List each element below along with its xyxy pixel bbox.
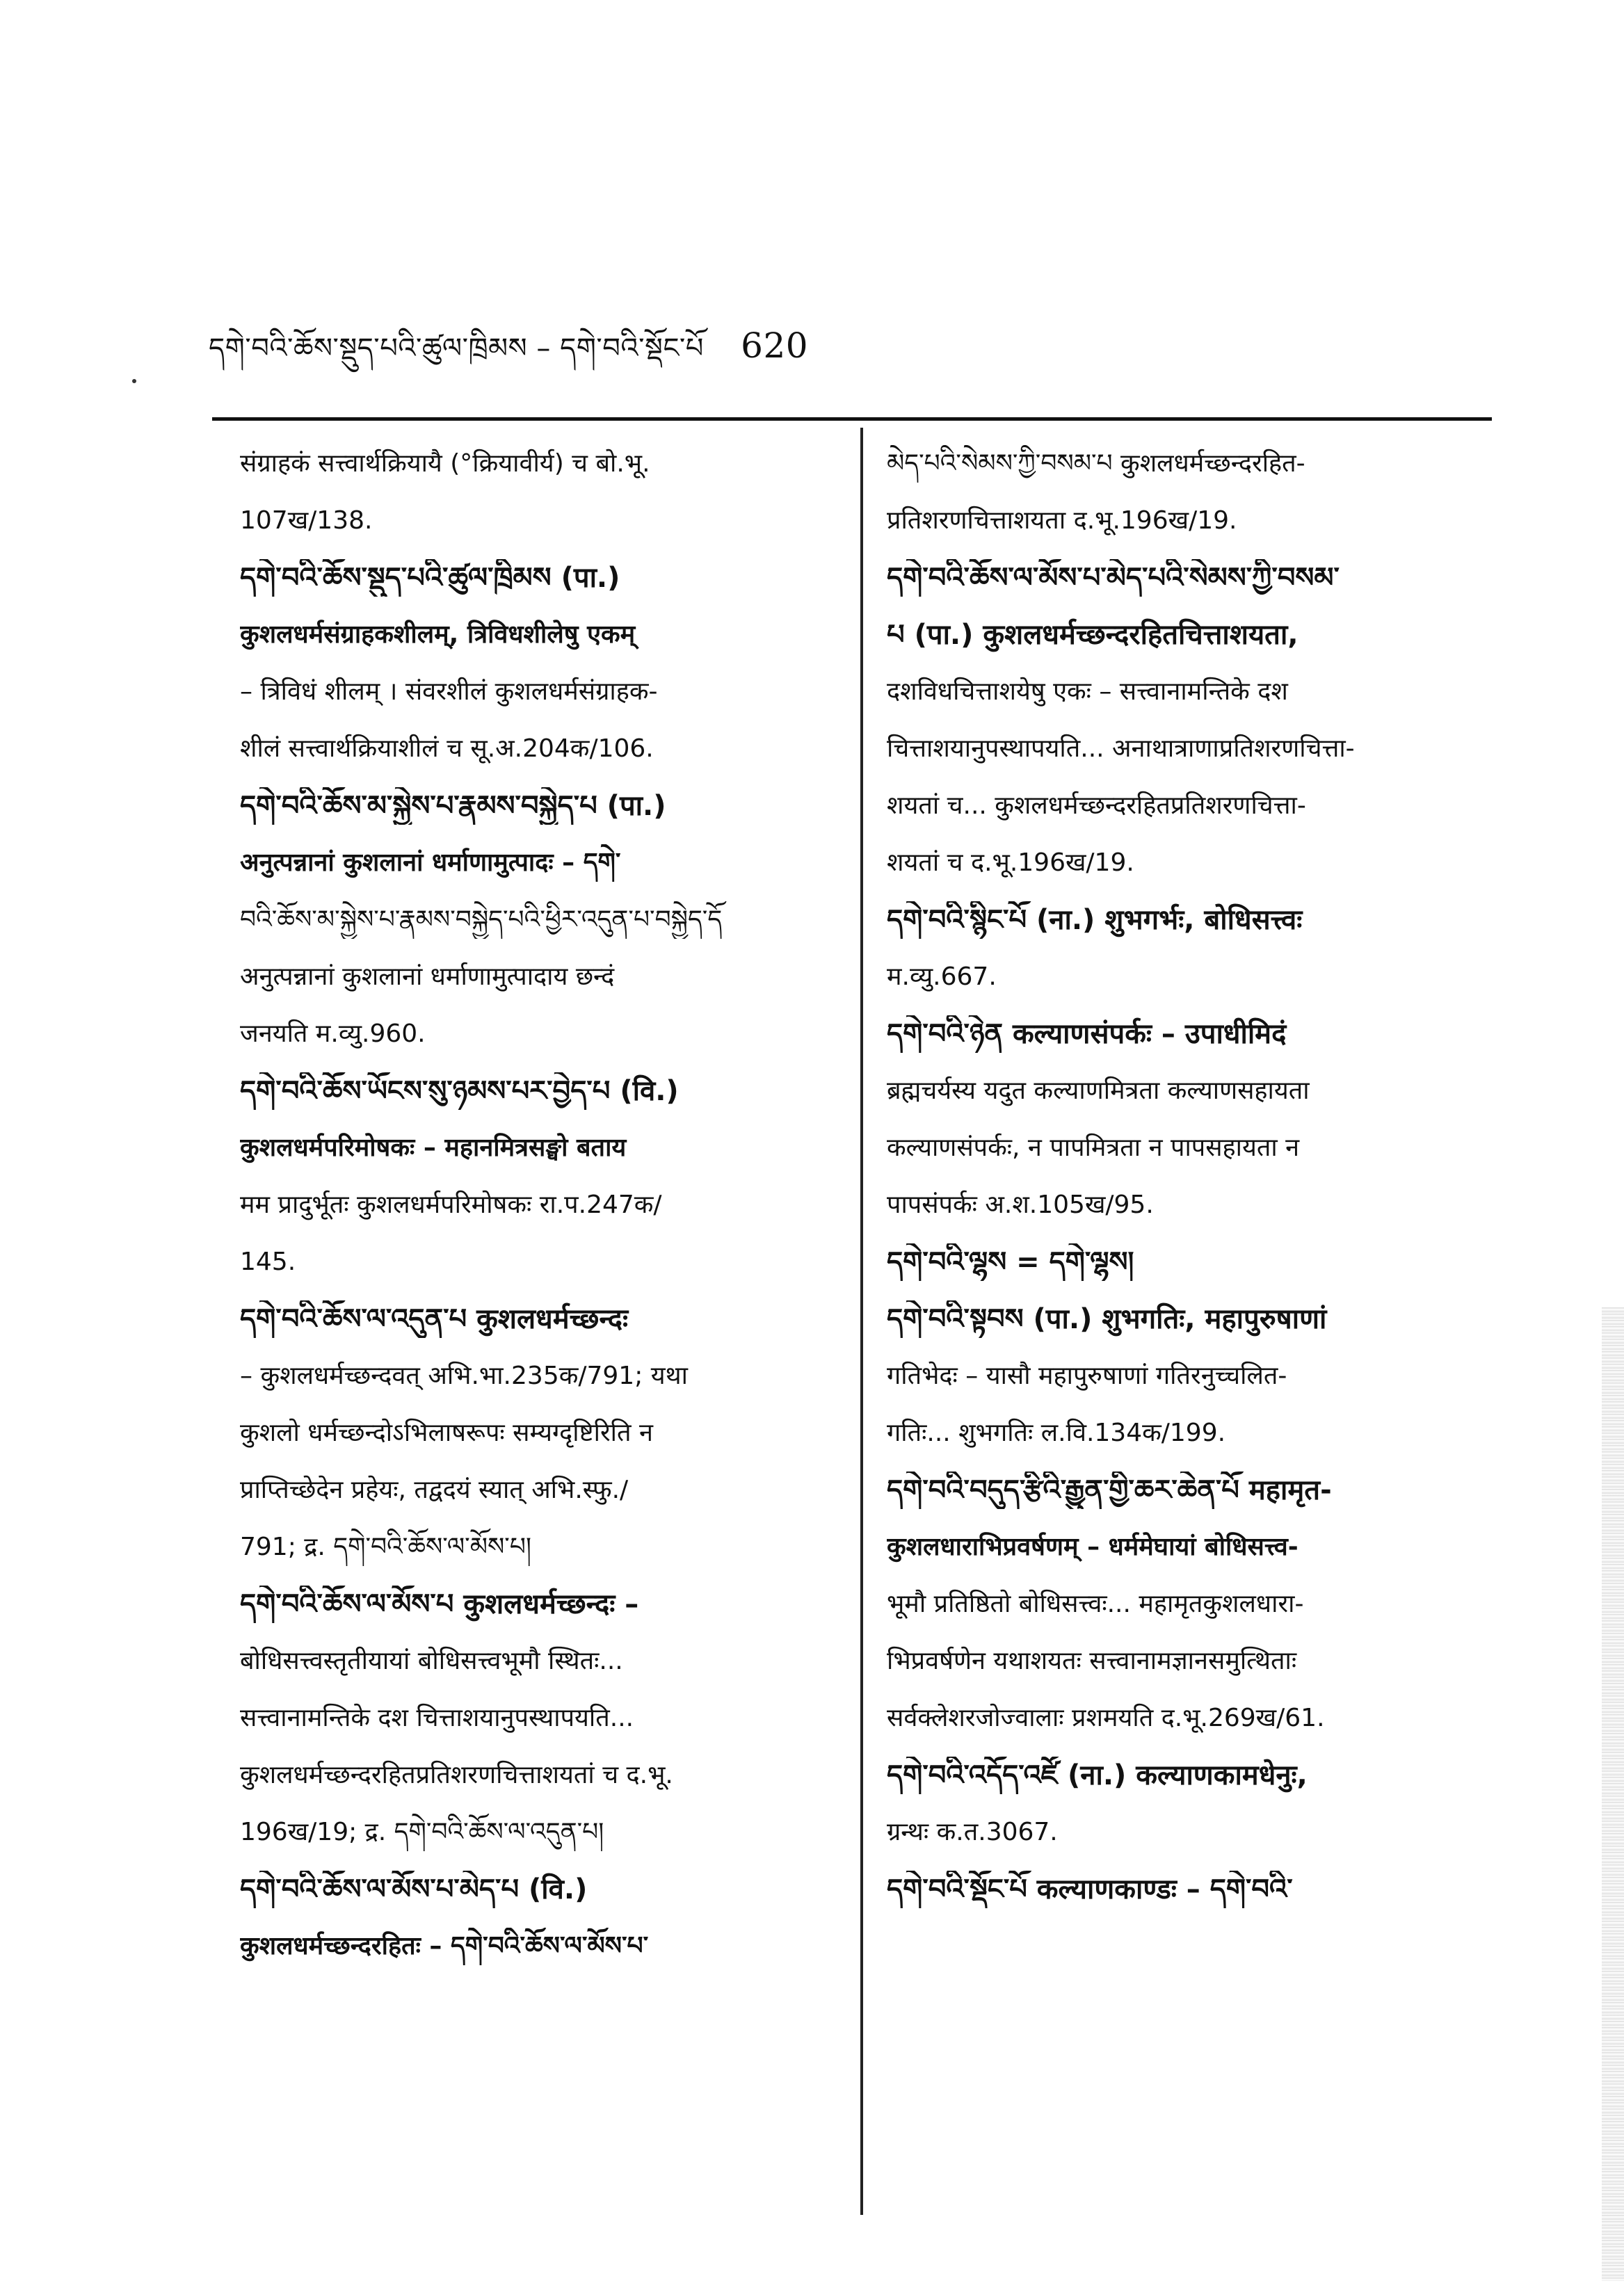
margin-speck <box>132 379 136 383</box>
text-line: अनुत्पन्नानां कुशलानां धर्माणामुत्पादाय छन्दं <box>240 962 615 991</box>
entry-headword: དགེ་བའི་ཆོས་ཡོངས་སུ་ཉམས་པར་བྱེད་པ (वि.) <box>240 1075 679 1107</box>
text-line: 107ख/138. <box>240 506 373 535</box>
entry-headword: དགེ་བའི་ཉེན कल्याणसंपर्कः – उपाधीमिदं <box>887 1018 1287 1050</box>
text-line: सर्वक्लेशरजोज्वालाः प्रशमयति द.भू.269ख/61. <box>887 1704 1325 1732</box>
entry-headword: དགེ་བའི་ཆོས་ལ་མོས་པ་མེད་པའི་སེམས་ཀྱི་བསམ་ <box>887 562 1340 594</box>
text-line: – त्रिविधं शीलम् । संवरशीलं कुशलधर्मसंग्राहक- <box>240 677 658 706</box>
right-column <box>887 445 1499 1928</box>
text-line: बोधिसत्त्वस्तृतीयायां बोधिसत्त्वभूमौ स्थितः... <box>240 1647 623 1675</box>
text-line: བའི་ཆོས་མ་སྐྱེས་པ་རྣམས་བསྐྱེད་པའི་ཕྱིར་འདུན་པ་བསྐྱེད་དོ <box>240 905 723 934</box>
text-line: भिप्रवर्षणेन यथाशयतः सत्त्वानामज्ञानसमुत्थिताः <box>887 1647 1297 1675</box>
text-line: कुशलधर्मच्छन्दरहितः – དགེ་བའི་ཆོས་ལ་མོས་པ་ <box>240 1932 649 1960</box>
text-line: पापसंपर्कः अ.श.105ख/95. <box>887 1191 1154 1219</box>
header-title: དགེ་བའི་ཆོས་སྡུད་པའི་ཚུལ་ཁྲིམས – དགེ་བའི་སྡོང་པོ <box>209 332 704 364</box>
entry-headword: དགེ་བའི་བདུད་རྩིའི་རྒྱུན་གྱི་ཆར་ཆེན་པོ महामृत- <box>887 1474 1332 1506</box>
text-line: प्राप्तिच्छेदेन प्रहेयः, तद्वदयं स्यात् अभि.स्फु./ <box>240 1476 629 1504</box>
text-line: ग्रन्थः क.त.3067. <box>887 1818 1058 1846</box>
text-line: कुशलधर्मपरिमोषकः – महानमित्रसङ्घो बताय <box>240 1134 627 1162</box>
text-line: संग्राहकं सत्त्वार्थक्रियायै (°क्रियावीर्य) च बो.भू. <box>240 449 650 478</box>
entry-headword: པ (पा.) कुशलधर्मच्छन्दरहितचित्ताशयता, <box>887 619 1299 651</box>
text-line: गतिभेदः – यासौ महापुरुषाणां गतिरनुच्चलित- <box>887 1362 1287 1390</box>
entry-headword: དགེ་བའི་ཆོས་མ་སྐྱེས་པ་རྣམས་བསྐྱེད་པ (पा.) <box>240 790 666 822</box>
text-line: 196ख/19; द्र. དགེ་བའི་ཆོས་ལ་འདུན་པ། <box>240 1818 604 1846</box>
text-line: गतिः... शुभगतिः ल.वि.134क/199. <box>887 1419 1226 1447</box>
header-rule <box>212 417 1492 421</box>
page-number: 620 <box>741 325 809 366</box>
text-line: प्रतिशरणचित्ताशयता द.भू.196ख/19. <box>887 506 1237 535</box>
text-line: 791; द्र. དགེ་བའི་ཆོས་ལ་མོས་པ། <box>240 1533 531 1561</box>
text-line: – कुशलधर्मच्छन्दवत् अभि.भा.235क/791; यथा <box>240 1362 688 1390</box>
text-line: कुशलधर्मसंग्राहकशीलम्, त्रिविधशीलेषु एकम् <box>240 620 636 649</box>
text-line: ब्रह्मचर्यस्य यदुत कल्याणमित्रता कल्याणसहायता <box>887 1077 1310 1105</box>
text-line: कल्याणसंपर्कः, न पापमित्रता न पापसहायता न <box>887 1134 1300 1162</box>
text-line: जनयति म.व्यु.960. <box>240 1019 426 1048</box>
text-line: दशविधचित्ताशयेषु एकः – सत्त्वानामन्तिके दश <box>887 677 1288 706</box>
running-header <box>209 316 808 395</box>
entry-headword: དགེ་བའི་ཆོས་ལ་མོས་པ་མེད་པ (वि.) <box>240 1873 588 1905</box>
entry-headword: དགེ་བའི་སྟབས (पा.) शुभगतिः, महापुरुषाणां <box>887 1303 1327 1335</box>
entry-headword: དགེ་བའི་ཆོས་ལ་མོས་པ कुशलधर्मच्छन्दः – <box>240 1588 639 1620</box>
entry-headword: དགེ་བའི་སྙིང་པོ (ना.) शुभगर्भः, बोधिसत्त्वः <box>887 904 1303 936</box>
text-line: अनुत्पन्नानां कुशलानां धर्माणामुत्पादः – དགེ་ <box>240 848 621 877</box>
text-line: कुशलधाराभिप्रवर्षणम् – धर्ममेघायां बोधिसत्त्व- <box>887 1533 1299 1561</box>
entry-headword: དགེ་བའི་ཆོས་ལ་འདུན་པ कुशलधर्मच्छन्दः <box>240 1303 629 1335</box>
left-column <box>240 445 845 1985</box>
text-line: म.व्यु.667. <box>887 962 997 991</box>
text-line: मम प्रादुर्भूतः कुशलधर्मपरिमोषकः रा.प.247क/ <box>240 1191 662 1219</box>
scan-edge-noise <box>1602 1307 1624 2281</box>
entry-headword: དགེ་བའི་འདོད་འཛོ (ना.) कल्याणकामधेनुः, <box>887 1759 1308 1791</box>
entry-headword: དགེ་བའི་སྡོང་པོ कल्याणकाण्डः – དགེ་བའི་ <box>887 1873 1293 1905</box>
entry-headword: དགེ་བའི་ཆོས་སྡུད་པའི་ཚུལ་ཁྲིམས (पा.) <box>240 562 620 594</box>
column-divider <box>860 428 863 2215</box>
text-line: शयतां च द.भू.196ख/19. <box>887 848 1134 877</box>
text-line: सत्त्वानामन्तिके दश चित्ताशयानुपस्थापयति... <box>240 1704 634 1732</box>
text-line: शीलं सत्त्वार्थक्रियाशीलं च सू.अ.204क/106. <box>240 734 654 763</box>
text-line: शयतां च... कुशलधर्मच्छन्दरहितप्रतिशरणचित्ता- <box>887 791 1306 820</box>
text-line: མེད་པའི་སེམས་ཀྱི་བསམ་པ कुशलधर्मच्छन्दरहित- <box>887 449 1305 478</box>
text-line: चित्ताशयानुपस्थापयति... अनाथात्राणाप्रतिशरणचित्ता- <box>887 734 1355 763</box>
text-line: 145. <box>240 1248 296 1276</box>
entry-headword: དགེ་བའི་ལྷས = དགེ་ལྷས། <box>887 1246 1134 1278</box>
text-line: कुशलधर्मच्छन्दरहितप्रतिशरणचित्ताशयतां च द.भू. <box>240 1761 673 1789</box>
text-line: कुशलो धर्मच्छन्दोऽभिलाषरूपः सम्यग्दृष्टिरिति न <box>240 1419 653 1447</box>
text-line: भूमौ प्रतिष्ठितो बोधिसत्त्वः... महामृतकुशलधारा- <box>887 1590 1304 1618</box>
